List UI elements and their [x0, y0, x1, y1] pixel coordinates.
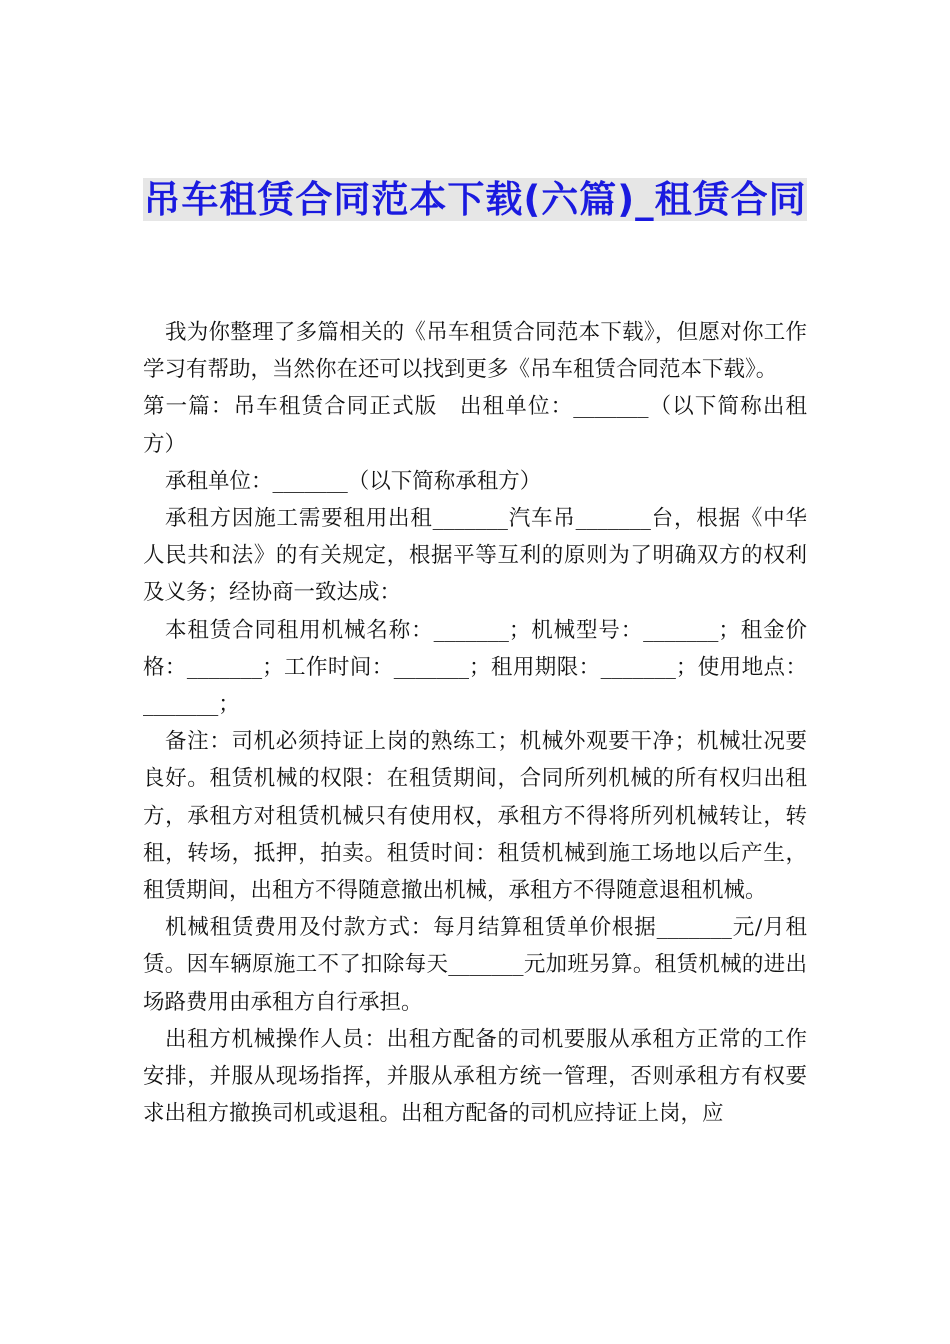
document-title: 吊车租赁合同范本下载(六篇)_租赁合同 [143, 178, 807, 221]
title-block [140, 172, 810, 228]
paragraph-remarks: 备注：司机必须持证上岗的熟练工；机械外观要干净；机械壮况要良好。租赁机械的权限：在租赁期间，合同所列机械的所有权归出租方，承租方对租赁机械只有使用权，承租方不得将所列机械转让，转租，转场，抵押，拍卖。租赁时间：租赁机械到施工场地以后产生，租赁期间，出租方不得随意撤出机械，承租方不得随意退租机械。 [143, 729, 807, 904]
document-body [143, 314, 807, 1132]
paragraph-intro: 我为你整理了多篇相关的《吊车租赁合同范本下载》，但愿对你工作学习有帮助，当然你在还可以找到更多《吊车租赁合同范本下载》。 [143, 320, 807, 383]
paragraph-first-section-heading: 第一篇：吊车租赁合同正式版 出租单位：_______（以下简称出租方） [143, 394, 807, 457]
paragraph-lessee: 承租单位：_______（以下简称承租方） [165, 468, 542, 494]
paragraph-purpose: 承租方因施工需要租用出租_______汽车吊_______台，根据《中华人民共和法》的有关规定，根据平等互利的原则为了明确双方的权利及义务；经协商一致达成： [143, 506, 807, 606]
paragraph-operators: 出租方机械操作人员：出租方配备的司机要服从承租方正常的工作安排，并服从现场指挥，并服从承租方统一管理，否则承租方有权要求出租方撤换司机或退租。出租方配备的司机应持证上岗，应 [143, 1026, 807, 1127]
paragraph-machine-details: 本租赁合同租用机械名称：_______；机械型号：_______；租金价格：_______；工作时间：_______；租用期限：_______；使用地点：_______； [143, 617, 807, 718]
paragraph-fees: 机械租赁费用及付款方式：每月结算租赁单价根据_______元/月租赁。因车辆原施工不了扣除每天_______元加班另算。租赁机械的进出场路费用由承租方自行承担。 [143, 915, 807, 1015]
